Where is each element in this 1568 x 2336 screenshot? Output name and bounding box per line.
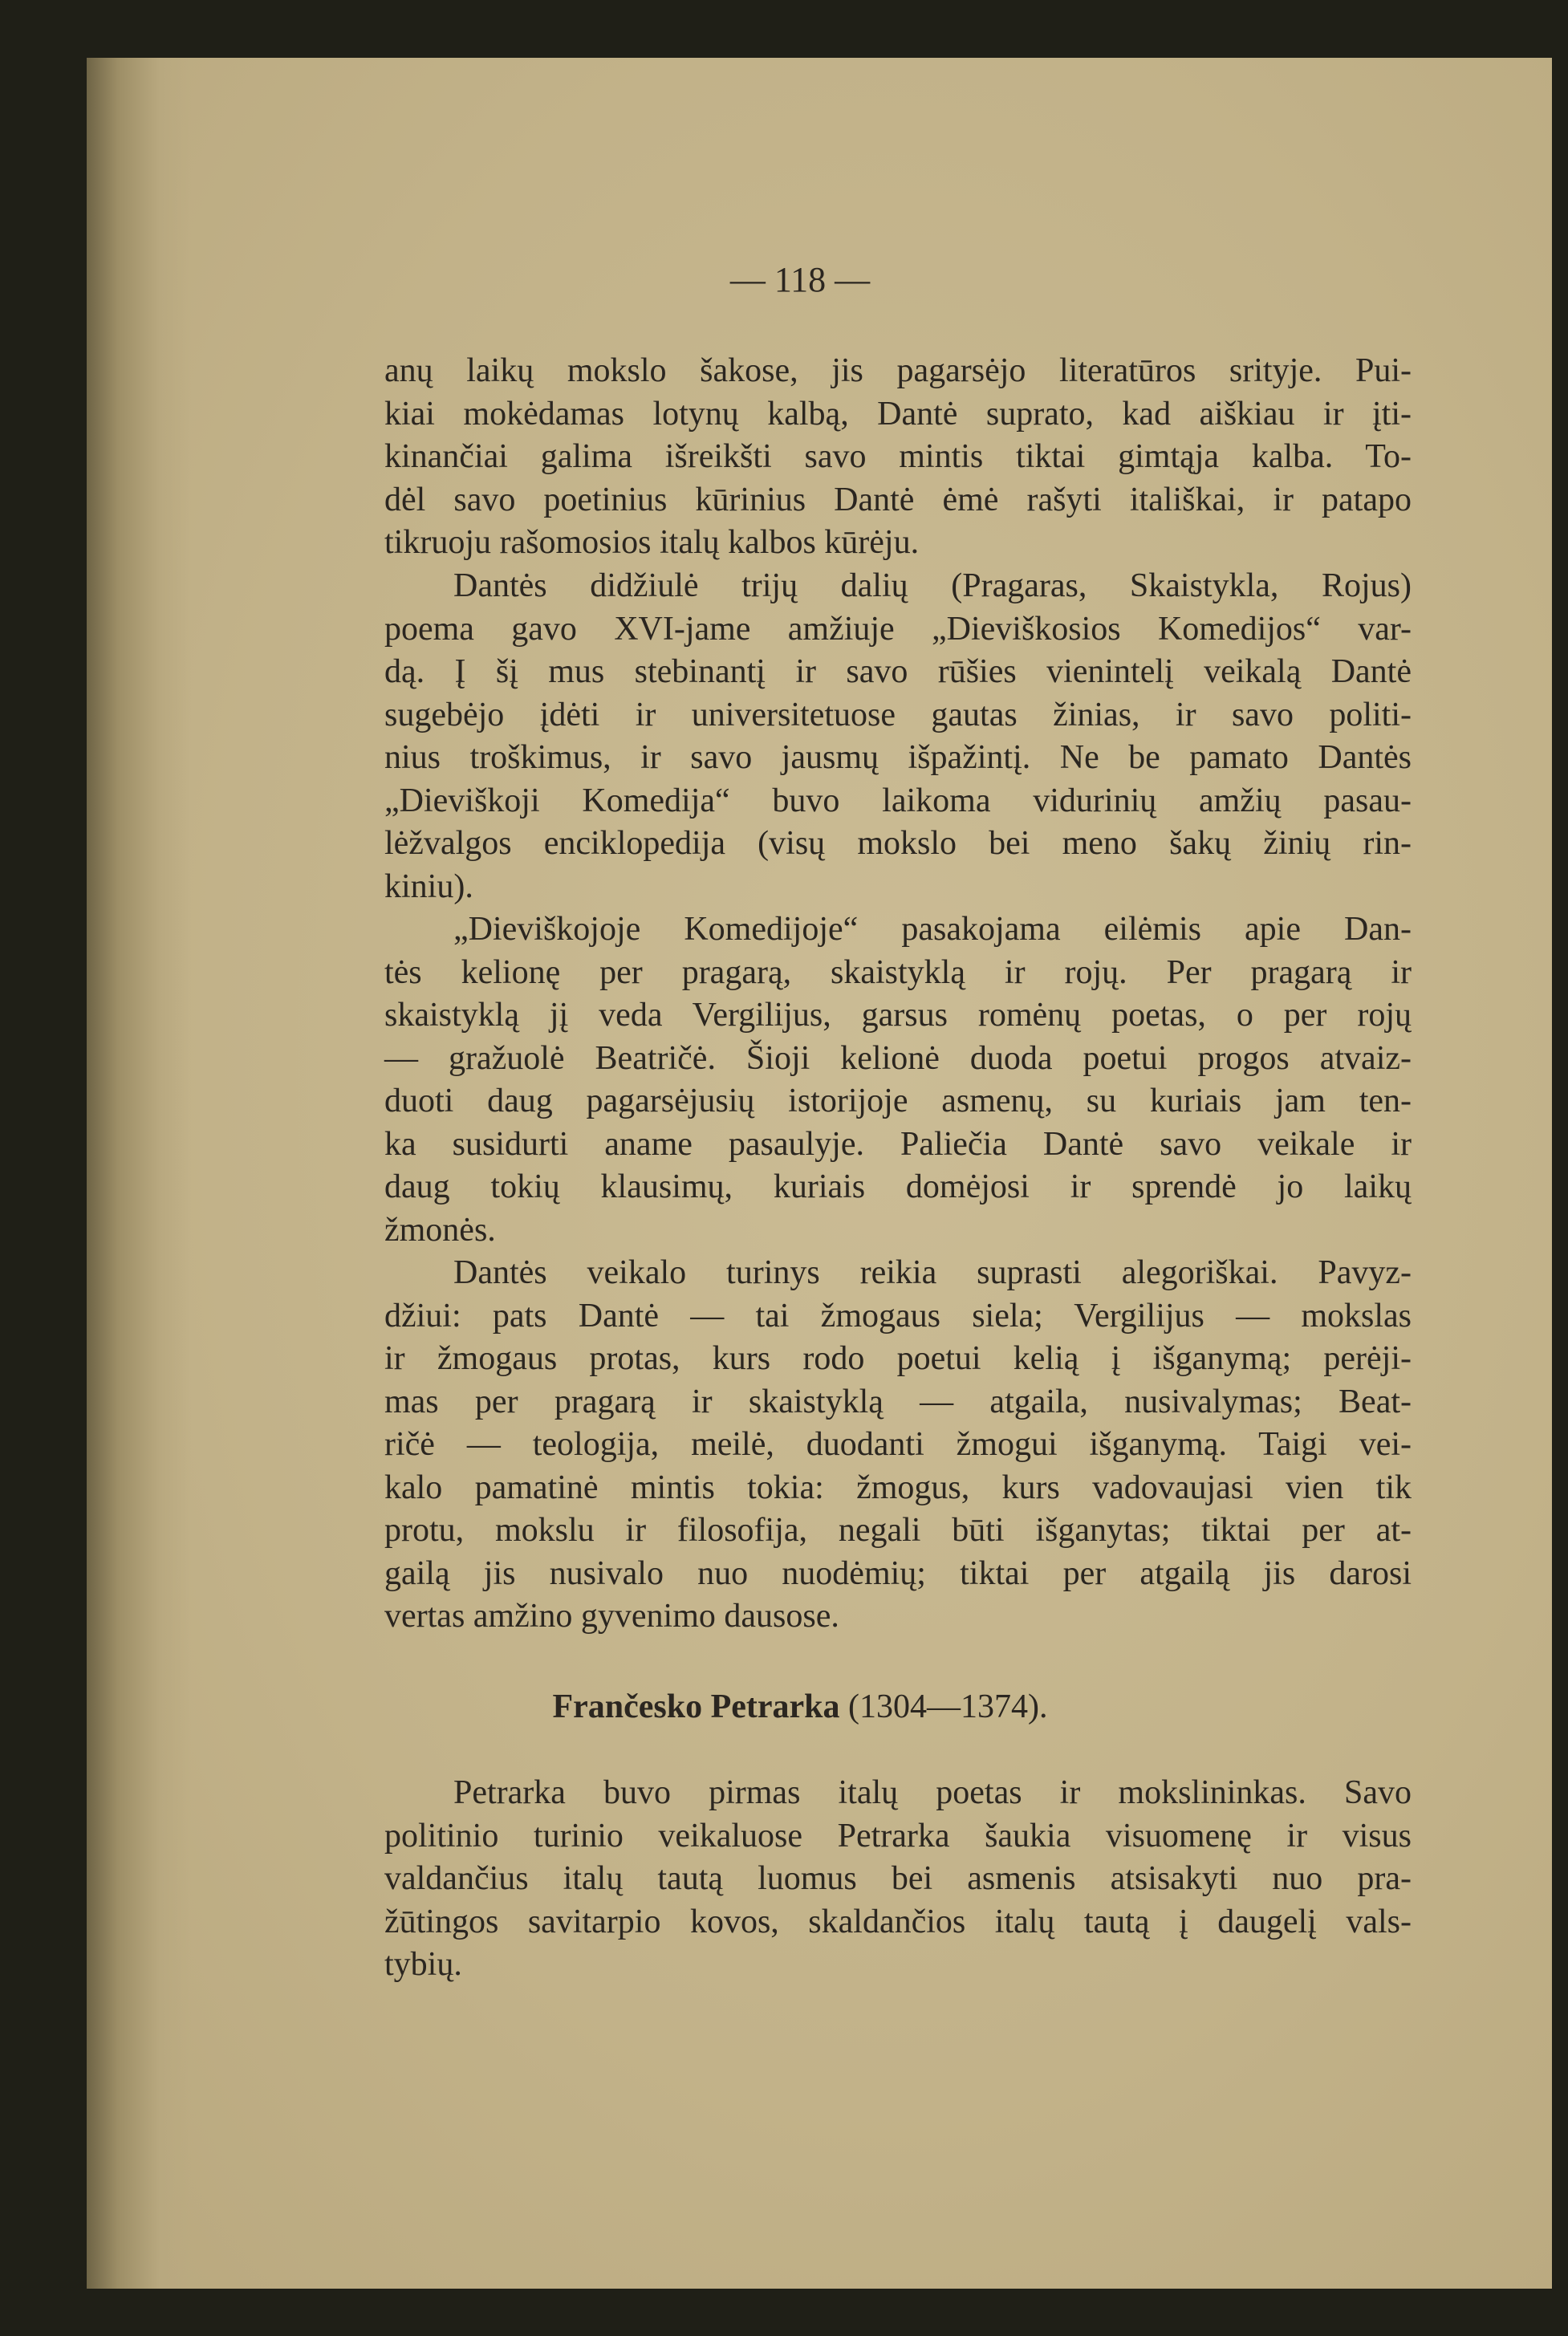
text-line: ka susidurti aname pasaulyje. Paliečia Dantė savo veikale ir: [384, 1125, 1412, 1163]
paragraph: [384, 908, 1412, 1252]
text-line: valdančius italų tautą luomus bei asmenis atsisakyti nuo pra-: [384, 1860, 1412, 1897]
heading-dates: (1304—1374).: [848, 1688, 1048, 1725]
text-line: tės kelionę per pragarą, skaistyklą ir rojų. Per pragarą ir: [384, 953, 1412, 991]
page-gutter-shadow: [87, 58, 191, 2289]
paragraph: [384, 1772, 1412, 1987]
text-line: ričė — teologija, meilė, duodanti žmogui išganymą. Taigi vei-: [384, 1426, 1412, 1463]
page-number: — 118 —: [729, 260, 871, 299]
heading-name: Frančesko Petrarka: [552, 1688, 840, 1725]
text-line: politinio turinio veikaluose Petrarka šaukia visuomenę ir visus: [384, 1817, 1412, 1855]
text-line: poema gavo XVI-jame amžiuje „Dieviškosios Komedijos“ var-: [384, 610, 1412, 648]
text-line: tikruoju rašomosios italų kalbos kūrėju.: [384, 524, 920, 561]
text-line: vertas amžino gyvenimo dausose.: [384, 1598, 839, 1635]
text-line: žmonės.: [384, 1211, 496, 1249]
text-line: lėžvalgos enciklopedija (visų mokslo bei meno šakų žinių rin-: [384, 825, 1412, 862]
text-line: mas per pragarą ir skaistyklą — atgaila, nusivalymas; Beat-: [384, 1383, 1412, 1420]
text-line: dą. Į šį mus stebinantį ir savo rūšies vienintelį veikalą Dantė: [384, 653, 1412, 690]
text-line: kinančiai galima išreikšti savo mintis tiktai gimtąja kalba. To-: [384, 438, 1412, 475]
text-line: kiai mokėdamas lotynų kalbą, Dantė suprato, kad aiškiau ir įti-: [384, 395, 1412, 433]
text-line: kalo pamatinė mintis tokia: žmogus, kurs vadovaujasi vien tik: [384, 1469, 1412, 1506]
text-line: Dantės veikalo turinys reikia suprasti alegoriškai. Pavyz-: [453, 1254, 1412, 1291]
text-line: protu, mokslu ir filosofija, negali būti išganytas; tiktai per at-: [384, 1512, 1412, 1549]
text-line: dėl savo poetinius kūrinius Dantė ėmė rašyti itališkai, ir patapo: [384, 481, 1412, 518]
text-line: nius troškimus, ir savo jausmų išpažintį. Ne be pamato Dantės: [384, 739, 1412, 776]
text-line: Dantės didžiulė trijų dalių (Pragaras, Skaistykla, Rojus): [453, 567, 1412, 604]
text-line: „Dieviškojoje Komedijoje“ pasakojama eilėmis apie Dan-: [453, 911, 1412, 948]
section-heading: [0, 1687, 1568, 1727]
paragraph: [384, 350, 1412, 565]
text-line: žūtingos savitarpio kovos, skaldančios italų tautą į daugelį vals-: [384, 1903, 1412, 1940]
text-line: kiniu).: [384, 867, 473, 905]
text-line: ir žmogaus protas, kurs rodo poetui kelią į išganymą; perėji-: [384, 1340, 1412, 1377]
text-line: džiui: pats Dantė — tai žmogaus siela; Vergilijus — mokslas: [384, 1297, 1412, 1335]
text-line: daug tokių klausimų, kuriais domėjosi ir sprendė jo laikų: [384, 1168, 1412, 1205]
text-line: duoti daug pagarsėjusių istorijoje asmenų, su kuriais jam ten-: [384, 1083, 1412, 1119]
paragraph: [384, 1252, 1412, 1639]
text-line: — gražuolė Beatričė. Šioji kelionė duoda poetui progos atvaiz-: [384, 1039, 1412, 1077]
text-line: anų laikų mokslo šakose, jis pagarsėjo literatūros srityje. Pui-: [384, 352, 1412, 389]
text-line: sugebėjo įdėti ir universitetuose gautas žinias, ir savo politi-: [384, 696, 1412, 733]
text-line: „Dieviškoji Komedija“ buvo laikoma vidurinių amžių pasau-: [384, 782, 1412, 819]
text-line: skaistyklą jį veda Vergilijus, garsus romėnų poetas, o per rojų: [384, 997, 1412, 1034]
text-line: gailą jis nusivalo nuo nuodėmių; tiktai per atgailą jis darosi: [384, 1554, 1412, 1592]
text-line: tybių.: [384, 1946, 462, 1983]
text-line: Petrarka buvo pirmas italų poetas ir mokslininkas. Savo: [453, 1774, 1412, 1811]
paragraph: [384, 565, 1412, 908]
